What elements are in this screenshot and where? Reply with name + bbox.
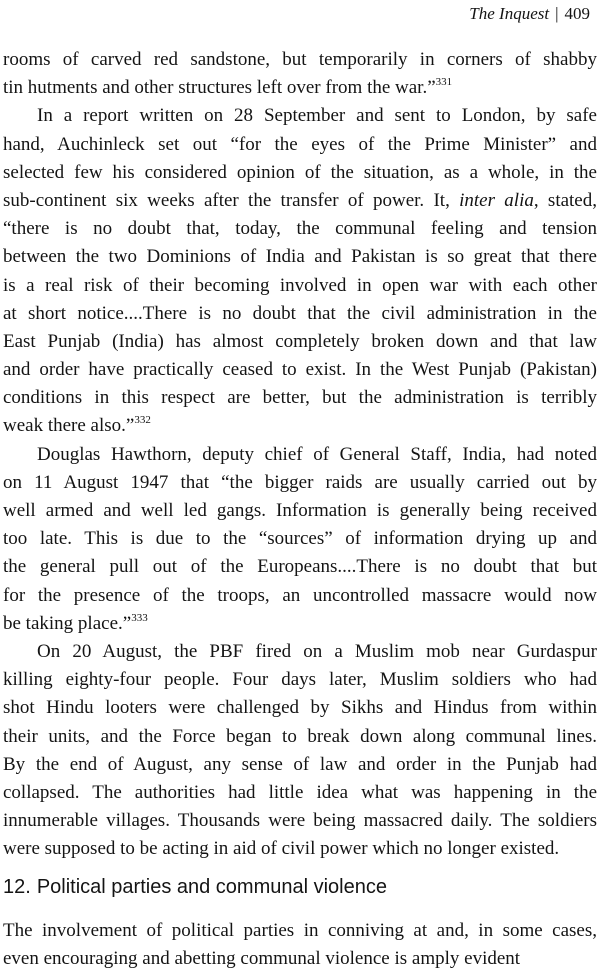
running-head-title: The Inquest (469, 4, 550, 23)
text-line (3, 723, 597, 751)
text-run: conditions in this respect are better, but the administration is terribly (3, 387, 597, 409)
text-run: well armed and well led gangs. Information is generally being received (3, 500, 597, 521)
text-line (3, 102, 597, 130)
text-run: their units, and the Force began to break down along communal lines. (3, 725, 597, 747)
text-run: The involvement of political parties in conniving at and, in some cases, (3, 920, 597, 941)
text-run: at short notice....There is no doubt that the civil administration in the (3, 302, 597, 324)
section-number: 12. (3, 876, 31, 898)
text-line (3, 328, 597, 356)
text-line (3, 131, 597, 159)
text-run: on 11 August 1947 that “the bigger raids are usually carried out by (3, 471, 597, 493)
text-run: for the presence of the troops, an uncontrolled massacre would now (3, 584, 597, 606)
text-line (3, 610, 597, 638)
text-line (3, 497, 597, 525)
paragraph (3, 46, 597, 102)
text-line (3, 779, 597, 807)
text-run: and order have practically ceased to exist. In the West Punjab (Pakistan) (3, 359, 597, 381)
footnote-marker: 332 (134, 414, 151, 427)
text-run: tin hutments and other structures left over from the war.” (3, 77, 436, 99)
italic-text: inter alia (459, 189, 534, 211)
text-line (3, 272, 597, 300)
text-run: selected few his considered opinion of the situation, as a whole, in the (3, 161, 597, 183)
text-run: rooms of carved red sandstone, but temporarily in corners of shabby (3, 49, 597, 70)
text-line (3, 243, 597, 271)
text-line (3, 187, 597, 215)
text-run: shot Hindu looters were challenged by Sikhs and Hindus from within (3, 697, 597, 719)
text-line (3, 807, 597, 835)
text-line (3, 553, 597, 581)
text-line (3, 159, 597, 187)
text-run: On 20 August, the PBF fired on a Muslim mob near Gurdaspur (37, 640, 597, 662)
text-line (3, 215, 597, 243)
text-run: innumerable villages. Thousands were being massacred daily. The soldiers (3, 810, 597, 832)
text-line (3, 751, 597, 779)
text-line (3, 356, 597, 384)
text-run: even encouraging and abetting communal violence is amply evident (3, 948, 521, 970)
text-run: hand, Auchinleck set out “for the eyes of the Prime Minister” and (3, 133, 597, 155)
text-line (3, 945, 597, 973)
footnote-marker: 331 (435, 76, 453, 89)
text-run: By the end of August, any sense of law and order in the Punjab had (3, 753, 597, 775)
text-run: collapsed. The authorities had little idea what was happening in the (3, 781, 597, 803)
running-head-separator: | (555, 4, 559, 23)
text-run: weak there also.” (3, 415, 135, 437)
text-run: , stated, (533, 189, 597, 211)
text-line (3, 917, 597, 945)
text-line (3, 525, 597, 553)
paragraph (3, 441, 597, 638)
text-run: too late. This is due to the “sources” of information drying up and (3, 528, 597, 550)
running-head (469, 4, 590, 24)
text-line (3, 638, 597, 666)
text-run: East Punjab (India) has almost completely broken down and that law (3, 330, 597, 352)
section-title: Political parties and communal violence (36, 876, 387, 898)
text-run: were supposed to be acting in aid of civil power which no longer existed. (3, 838, 560, 860)
text-line (3, 469, 597, 497)
text-line (3, 300, 597, 328)
text-line (3, 666, 597, 694)
section-body-text (3, 917, 597, 973)
body-text (3, 46, 597, 863)
text-line (3, 46, 597, 74)
text-line (3, 694, 597, 722)
paragraph (3, 102, 597, 440)
text-run: In a report written on 28 September and sent to London, by safe (37, 105, 597, 127)
text-run: the general pull out of the Europeans....There is no doubt that but (3, 556, 597, 578)
text-line (3, 384, 597, 412)
paragraph (3, 917, 597, 973)
text-run: is a real risk of their becoming involved in open war with each other (3, 274, 597, 296)
text-run: between the two Dominions of India and Pakistan is so great that there (3, 246, 597, 268)
section-heading (3, 874, 387, 900)
text-line (3, 441, 597, 469)
text-line (3, 74, 597, 102)
text-run: be taking place.” (3, 612, 132, 634)
text-line (3, 582, 597, 610)
paragraph (3, 638, 597, 864)
page-number: 409 (564, 4, 590, 23)
text-line (3, 412, 597, 440)
text-run: sub-continent six weeks after the transfer of power. It, (3, 189, 460, 211)
text-run: Douglas Hawthorn, deputy chief of General Staff, India, had noted (37, 443, 597, 465)
text-run: killing eighty-four people. Four days later, Muslim soldiers who had (3, 669, 597, 691)
text-run: “there is no doubt that, today, the communal feeling and tension (3, 218, 597, 240)
footnote-marker: 333 (131, 611, 148, 624)
text-line (3, 835, 597, 863)
